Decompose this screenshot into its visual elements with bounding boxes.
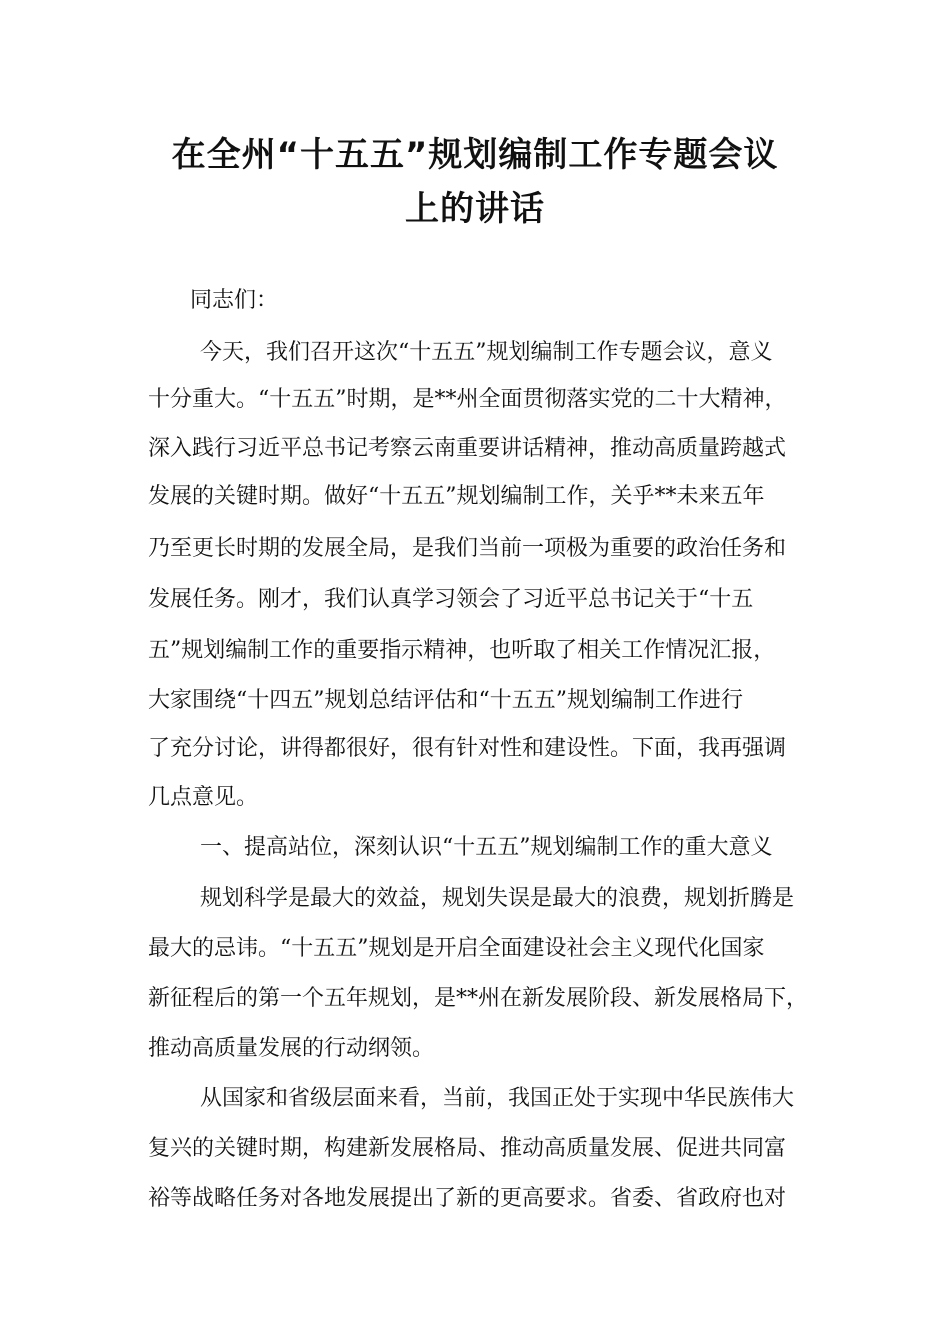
paragraph-line: 复兴的关键时期，构建新发展格局、推动高质量发展、促进共同富: [148, 1136, 787, 1161]
document-title: [95, 128, 855, 236]
paragraph-line: 大家围绕“十四五”规划总结评估和“十五五”规划编制工作进行: [148, 688, 743, 713]
paragraph-line: 乃至更长时期的发展全局，是我们当前一项极为重要的政治任务和: [148, 536, 787, 561]
paragraph-line: 五”规划编制工作的重要指示精神，也听取了相关工作情况汇报，: [148, 638, 776, 663]
paragraph-line: 深入践行习近平总书记考察云南重要讲话精神，推动高质量跨越式: [148, 436, 787, 461]
title-line-1: 在全州“十五五”规划编制工作专题会议: [171, 135, 779, 175]
paragraph-line: 推动高质量发展的行动纲领。: [148, 1036, 435, 1061]
paragraph-line: 发展的关键时期。做好“十五五”规划编制工作，关乎**未来五年: [148, 484, 765, 509]
paragraph-line: 裕等战略任务对各地发展提出了新的更高要求。省委、省政府也对: [148, 1186, 787, 1211]
paragraph-line: 今天，我们召开这次“十五五”规划编制工作专题会议，意义: [200, 340, 773, 365]
paragraph-line: 从国家和省级层面来看，当前，我国正处于实现中华民族伟大: [200, 1086, 795, 1111]
section-heading: 一、提高站位，深刻认识“十五五”规划编制工作的重大意义: [200, 835, 773, 860]
title-line-2: 上的讲话: [405, 189, 545, 229]
salutation: 同志们：: [190, 288, 279, 313]
paragraph-line: 几点意见。: [148, 785, 259, 810]
paragraph-line: 最大的忌讳。“十五五”规划是开启全面建设社会主义现代化国家: [148, 936, 765, 961]
paragraph-line: 发展任务。刚才，我们认真学习领会了习近平总书记关于“十五: [148, 587, 754, 612]
paragraph-line: 新征程后的第一个五年规划，是**州在新发展阶段、新发展格局下，: [148, 986, 809, 1011]
paragraph-line: 规划科学是最大的效益，规划失误是最大的浪费，规划折腾是: [200, 886, 795, 911]
paragraph-line: 了充分讨论，讲得都很好，很有针对性和建设性。下面，我再强调: [148, 736, 787, 761]
paragraph-line: 十分重大。“十五五”时期，是**州全面贯彻落实党的二十大精神，: [148, 387, 787, 412]
